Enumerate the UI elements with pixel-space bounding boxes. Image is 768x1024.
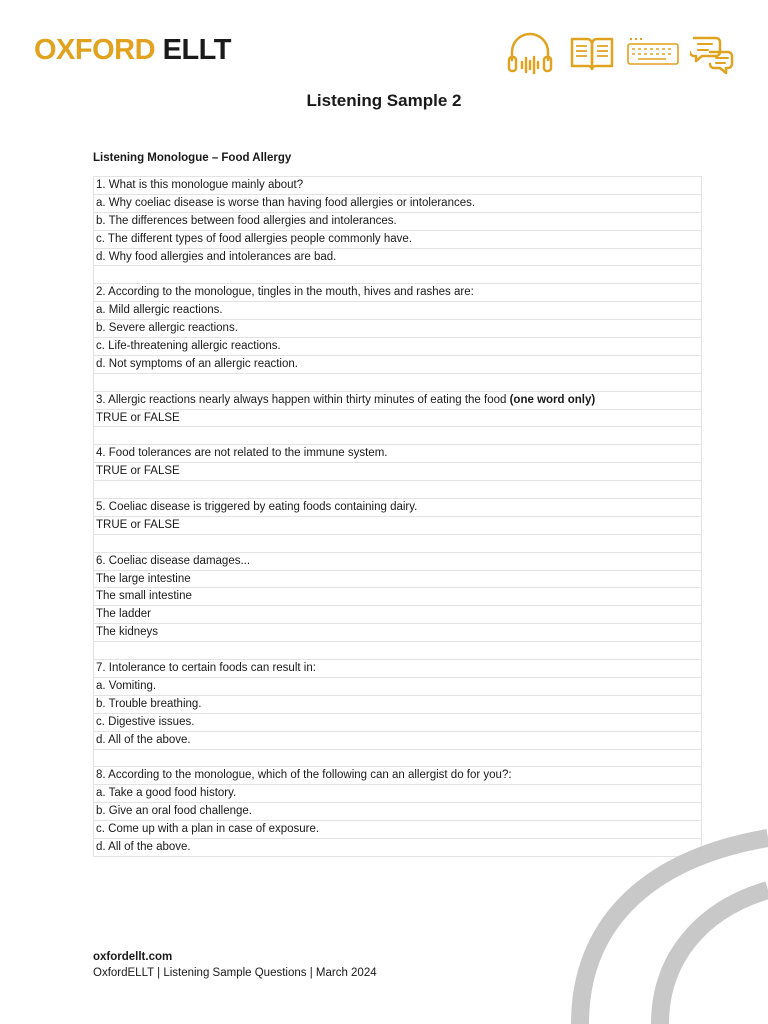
table-row	[94, 374, 701, 392]
row-text: b. Give an oral food challenge.	[96, 805, 252, 818]
headphones-icon	[506, 30, 554, 76]
table-row	[94, 499, 701, 517]
table-row	[94, 642, 701, 660]
table-row	[94, 427, 701, 445]
row-text: c. Digestive issues.	[96, 715, 195, 728]
oxford-ellt-logo	[34, 34, 231, 66]
row-note: (one word only)	[509, 393, 596, 406]
table-row	[94, 571, 701, 589]
table-row	[94, 553, 701, 571]
book-icon	[569, 30, 615, 76]
footer-meta: OxfordELLT | Listening Sample Questions | March 2024	[93, 967, 377, 979]
table-row	[94, 338, 701, 356]
row-text: a. Why coeliac disease is worse than having food allergies or intolerances.	[96, 196, 476, 209]
table-row	[94, 624, 701, 642]
table-row	[94, 803, 701, 821]
table-row	[94, 177, 701, 195]
table-row	[94, 588, 701, 606]
page-title: Listening Sample 2	[306, 91, 462, 110]
row-text: The large intestine	[96, 572, 191, 585]
row-text: The ladder	[96, 608, 151, 621]
table-row	[94, 195, 701, 213]
row-text: 8. According to the monologue, which of the following can an allergist do for you?:	[96, 769, 512, 782]
table-row	[94, 356, 701, 374]
logo-product-text: ELLT	[162, 34, 231, 66]
footer-url: oxfordellt.com	[93, 951, 173, 963]
row-text: a. Vomiting.	[96, 679, 157, 692]
table-row	[94, 535, 701, 553]
row-text: TRUE or FALSE	[96, 465, 180, 478]
table-row	[94, 606, 701, 624]
row-text: a. Take a good food history.	[96, 787, 237, 800]
table-row	[94, 284, 701, 302]
table-row	[94, 732, 701, 750]
row-text: 3. Allergic reactions nearly always happen within thirty minutes of eating the food	[96, 393, 510, 406]
row-text: The small intestine	[96, 590, 192, 603]
table-row	[94, 463, 701, 481]
row-text: 2. According to the monologue, tingles in the mouth, hives and rashes are:	[96, 286, 474, 299]
chat-bubbles-icon	[690, 30, 736, 76]
table-row	[94, 445, 701, 463]
row-text: b. Severe allergic reactions.	[96, 322, 238, 335]
row-text: d. Why food allergies and intolerances are bad.	[96, 250, 337, 263]
row-text: d. All of the above.	[96, 733, 191, 746]
table-row	[94, 517, 701, 535]
row-text: TRUE or FALSE	[96, 411, 180, 424]
row-text: TRUE or FALSE	[96, 518, 180, 531]
row-text: d. Not symptoms of an allergic reaction.	[96, 357, 298, 370]
decorative-swirl	[540, 820, 768, 1024]
row-text: b. Trouble breathing.	[96, 697, 202, 710]
table-row	[94, 481, 701, 499]
table-row	[94, 320, 701, 338]
row-text: 5. Coeliac disease is triggered by eating foods containing dairy.	[96, 501, 418, 514]
table-row	[94, 696, 701, 714]
table-row	[94, 660, 701, 678]
table-row	[94, 249, 701, 267]
table-row	[94, 410, 701, 428]
row-text: 4. Food tolerances are not related to the immune system.	[96, 447, 388, 460]
row-text: 1. What is this monologue mainly about?	[96, 179, 304, 191]
row-text: c. Life-threatening allergic reactions.	[96, 340, 281, 353]
table-row	[94, 266, 701, 284]
section-title: Listening Monologue – Food Allergy	[93, 152, 292, 164]
questions-table	[93, 176, 702, 857]
row-text: c. The different types of food allergies people commonly have.	[96, 232, 413, 245]
row-text: 6. Coeliac disease damages...	[96, 554, 251, 567]
table-row	[94, 231, 701, 249]
row-text: b. The differences between food allergies and intolerances.	[96, 214, 397, 227]
logo-brand-text: OXFORD	[34, 34, 156, 66]
table-row	[94, 785, 701, 803]
row-text: d. All of the above.	[96, 840, 191, 853]
table-row	[94, 767, 701, 785]
table-row	[94, 714, 701, 732]
table-row	[94, 678, 701, 696]
row-text: The kidneys	[96, 626, 159, 639]
table-row	[94, 302, 701, 320]
row-text: c. Come up with a plan in case of exposure.	[96, 823, 320, 836]
row-text: 7. Intolerance to certain foods can result in:	[96, 662, 316, 675]
table-row	[94, 750, 701, 768]
keyboard-icon	[626, 30, 680, 76]
row-text: a. Mild allergic reactions.	[96, 304, 223, 317]
table-row	[94, 392, 701, 410]
table-row	[94, 213, 701, 231]
